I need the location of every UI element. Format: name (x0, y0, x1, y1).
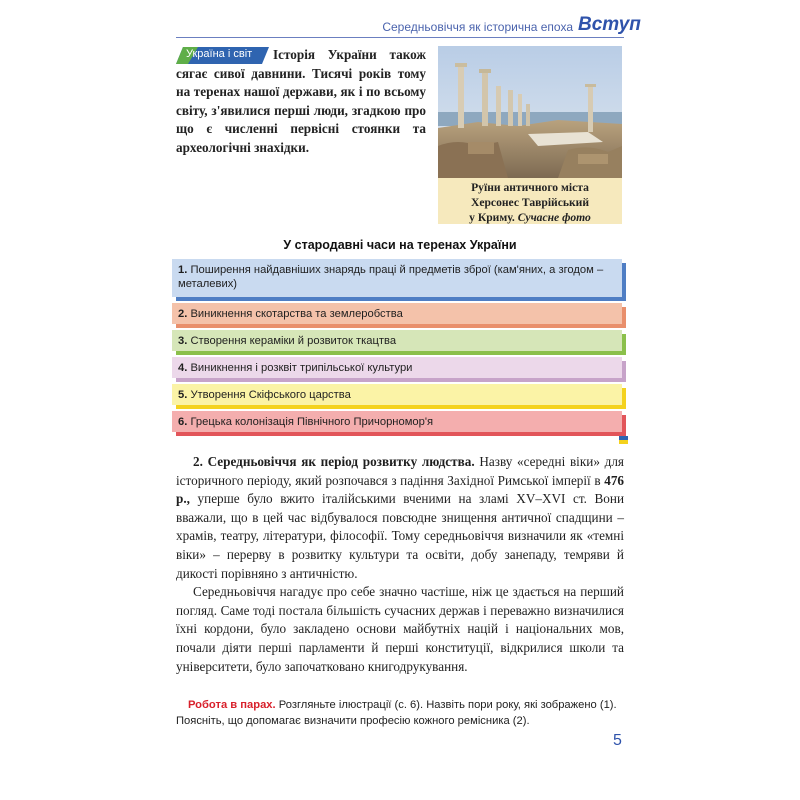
tag-label: Україна і світ (186, 48, 253, 60)
timeline-item: 5. Утворення Скіфського царства (172, 384, 622, 405)
page-number: 5 (613, 732, 622, 749)
section-2-heading: 2. Середньовіччя як період розвитку людства. (193, 454, 475, 469)
timeline-item: 6. Грецька колонізація Північного Причорномор'я (172, 411, 622, 432)
task-label: Робота в парах. (188, 699, 276, 711)
paragraph: Середньовіччя нагадує про себе значно частіше, ніж це здається на перший погляд. Саме тоді постала більшість сучасних держав і переважно визначилися їхні кордони, було закладено основи майбутніх націй і національних мов, почали діяти перші парламенти й перші конституції, відкрилися школи та університети, було започатковано книгодрукування. (176, 584, 624, 674)
timeline-item: 3. Створення кераміки й розвиток ткацтва (172, 330, 622, 351)
header-rule (176, 37, 624, 38)
section-title: Вступ (578, 14, 641, 35)
chersonesus-photo (438, 46, 622, 178)
running-title: Середньовіччя як історична епоха (382, 20, 573, 34)
intro-paragraph: Історія України також сягає сивої давнини. Тисячі років тому на теренах нашої держави, як і по всьому світу, з'явилися перші люди, згадкою про що є численні первісні стоянки та археологічні знахідки. (176, 47, 426, 155)
timeline-item: 2. Виникнення скотарства та землеробства (172, 303, 622, 324)
timeline-heading: У стародавні часи на теренах України (283, 238, 517, 252)
section-2-text (176, 453, 624, 676)
pair-work-task: Робота в парах. Розгляньте ілюстрації (с. 6). Назвіть пори року, які зображено (1). Поясніть, що допомагає визначити професію кожного ремісника (2). (176, 699, 617, 727)
photo-caption: Руїни античного міста Херсонес Таврійський у Криму. Сучасне фото (438, 178, 622, 224)
ukraine-flag-icon (619, 436, 628, 444)
timeline-item: 1. Поширення найдавніших знарядь праці й предметів зброї (кам'яних, а згодом – металевих) (172, 259, 622, 297)
paragraph: 2. Середньовіччя як період розвитку людства. Назву «середні віки» для історичного періоду, який розпочався з падіння Західної Римської імперії в 476 р., уперше було вжито італійськими вченими на зламі XV–XVI ст. Вони вважали, що в цей час відбувалося повсюдне знищення античної спадщини – храмів, театру, літератури, філософії. Тому середньовіччя визначили як «темні віки» – перерву в розвитку культури та освіти, добу занепаду, темряви й дикості порівняно з античністю. (176, 454, 625, 581)
timeline-item: 4. Виникнення і розквіт трипільської культури (172, 357, 622, 378)
